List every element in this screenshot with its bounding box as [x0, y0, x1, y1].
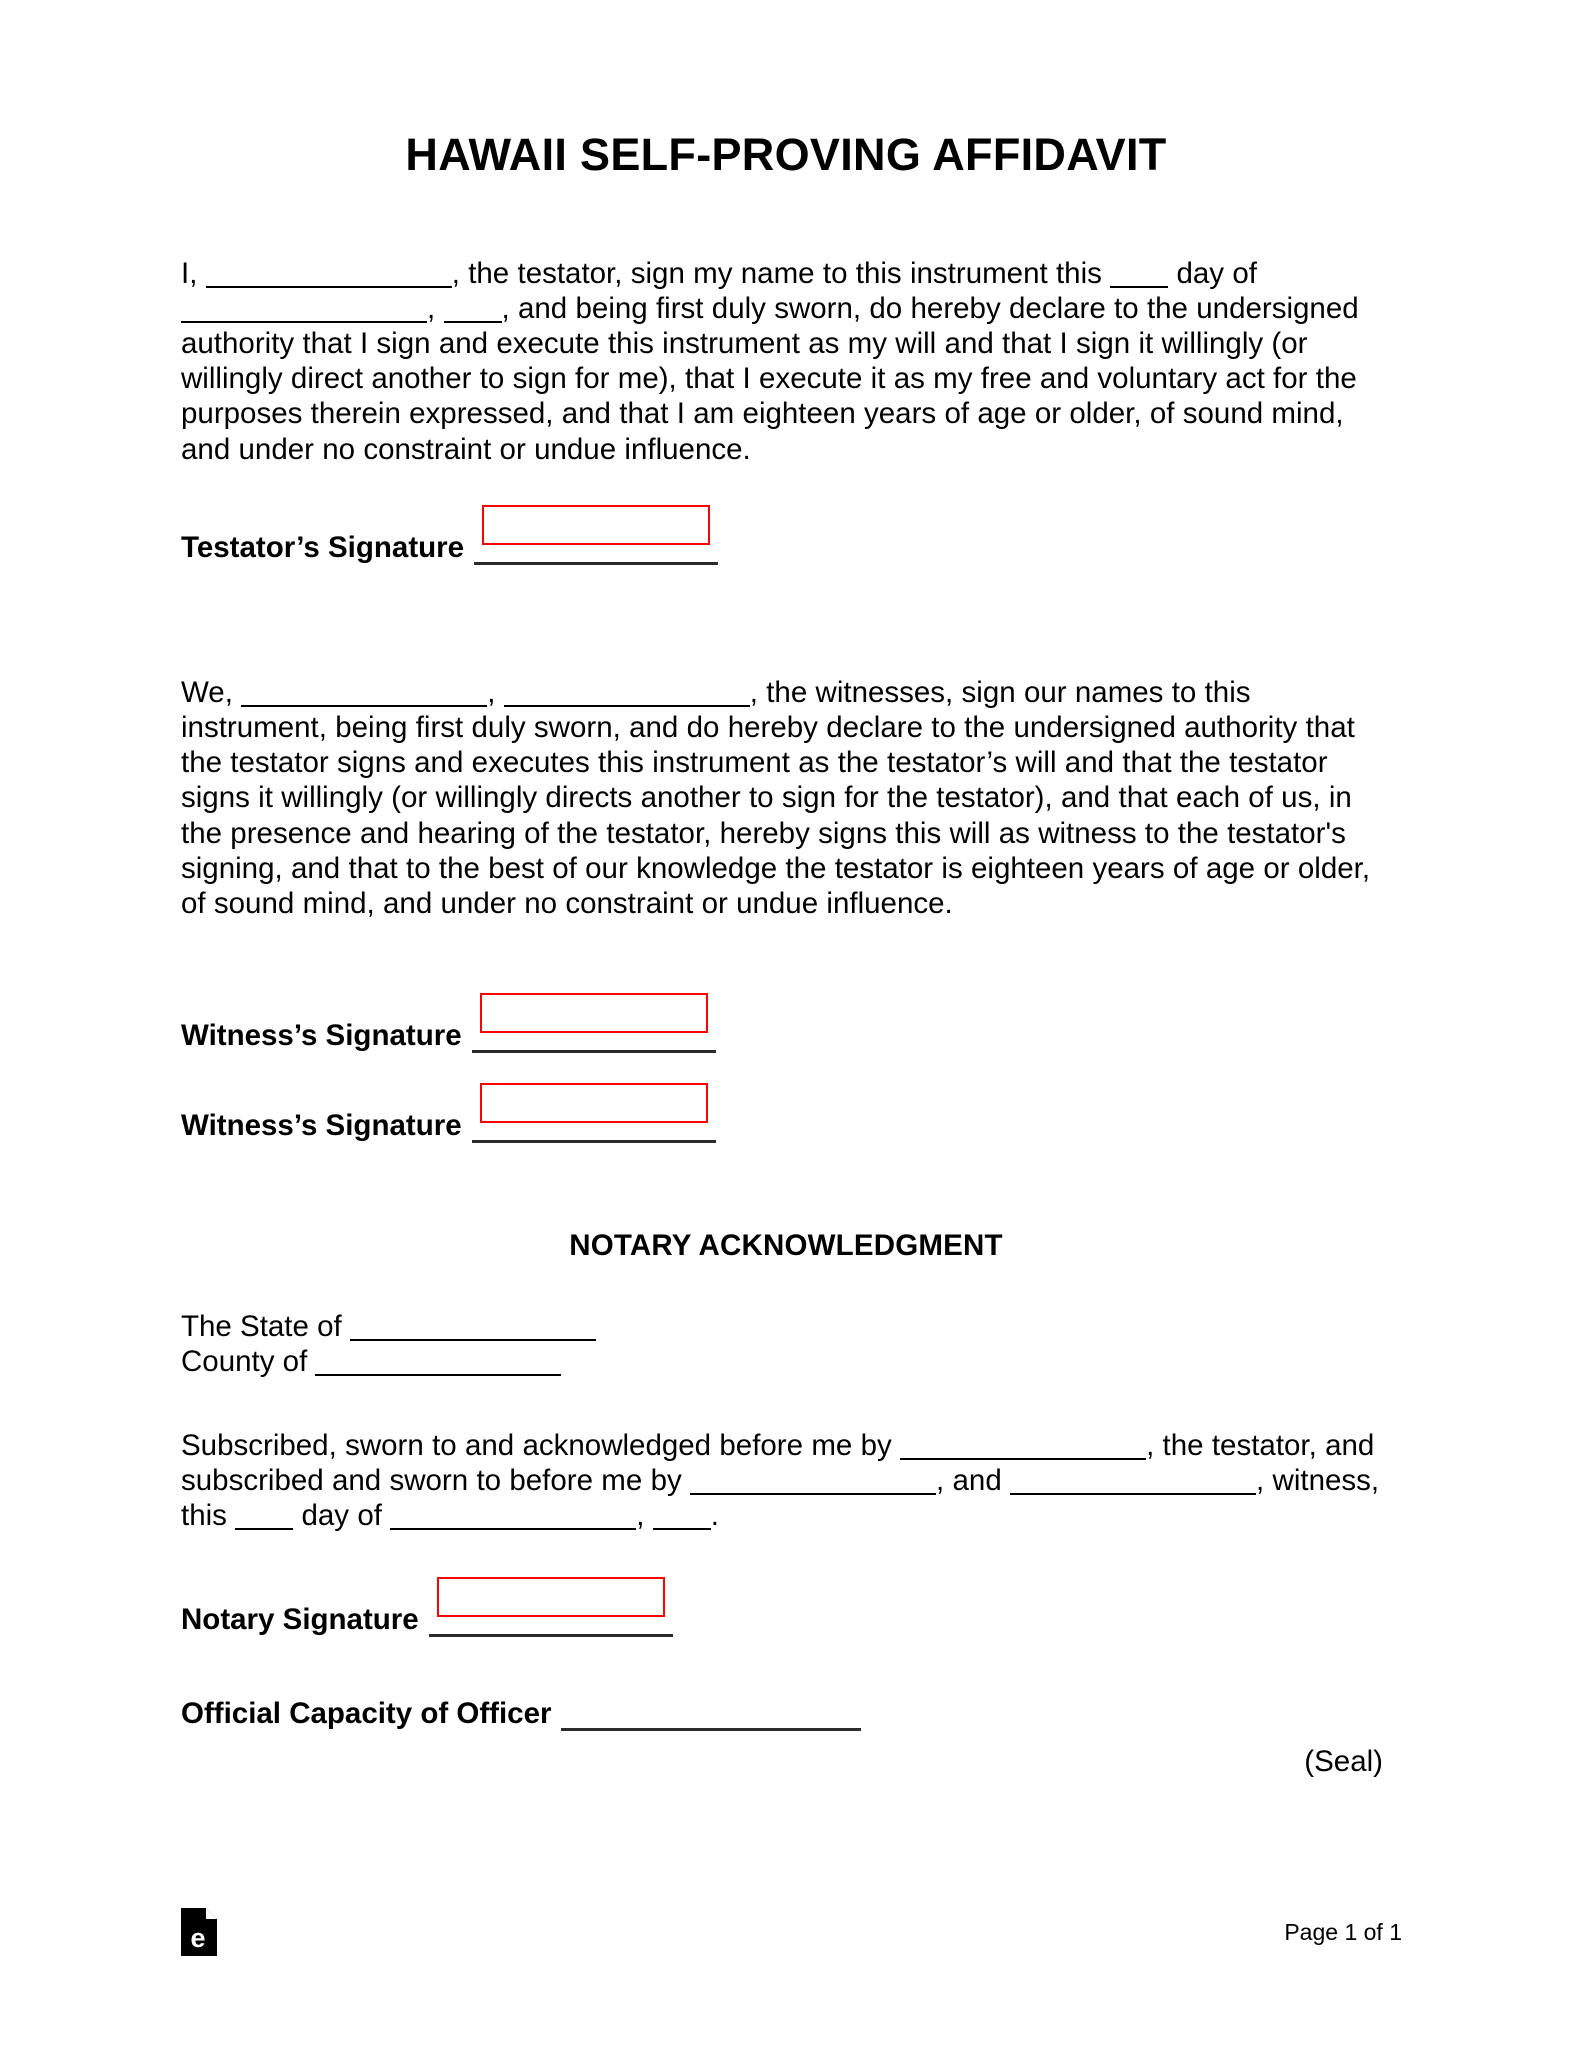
ack-witness-one-blank[interactable]	[690, 1465, 936, 1495]
testator-para-seg3: day of	[1168, 256, 1257, 290]
testator-day-blank[interactable]	[1110, 258, 1168, 288]
witness-signature-row-2	[181, 1109, 1391, 1145]
testator-para-seg2: , the testator, sign my name to this instrument this	[451, 256, 1111, 290]
ack-seg7: .	[710, 1498, 719, 1532]
testator-para-seg4: ,	[427, 291, 444, 325]
witness-para-seg2: ,	[487, 675, 504, 709]
testator-declaration-paragraph	[181, 256, 1391, 467]
notary-acknowledgment-paragraph	[181, 1428, 1391, 1534]
page-footer	[181, 1908, 1402, 1956]
testator-year-blank[interactable]	[444, 293, 502, 323]
ack-seg6: ,	[636, 1498, 653, 1532]
witness-signature-field-2[interactable]	[472, 1112, 716, 1145]
county-label: County of	[181, 1345, 316, 1379]
state-blank[interactable]	[350, 1311, 596, 1341]
official-capacity-label: Official Capacity of Officer	[181, 1697, 552, 1731]
testator-signature-label: Testator’s Signature	[181, 530, 465, 564]
notary-signature-box[interactable]	[437, 1577, 665, 1617]
testator-para-seg5: , and being first duly sworn, do hereby declare to the undersigned authority that I sign and execute this instrument as my will and that I sign it willingly (or willingly direct another to sign for me), that I execute it as my free and voluntary act for the purposes therein expressed, and that I am eighteen years of age or older, of sound mind, and under no constraint or undue influence.	[181, 291, 1359, 466]
eforms-logo-icon[interactable]	[181, 1908, 217, 1956]
ack-seg3: , and	[936, 1463, 1011, 1497]
testator-name-blank[interactable]	[206, 258, 452, 288]
official-capacity-row	[181, 1697, 1391, 1733]
ack-testator-name-blank[interactable]	[900, 1430, 1146, 1460]
svg-text:e: e	[190, 1923, 206, 1953]
county-line	[181, 1344, 1391, 1379]
ack-witness-two-blank[interactable]	[1010, 1465, 1256, 1495]
seal-label: (Seal)	[1304, 1745, 1383, 1779]
witness-declaration-paragraph	[181, 675, 1391, 921]
state-label: The State of	[181, 1310, 350, 1344]
witness-signature-box-1[interactable]	[480, 993, 708, 1033]
ack-seg1: Subscribed, sworn to and acknowledged before me by	[181, 1428, 901, 1462]
ack-day-blank[interactable]	[235, 1500, 293, 1530]
testator-signature-field[interactable]	[474, 534, 718, 567]
witness-two-name-blank[interactable]	[504, 677, 750, 707]
witness-signature-field-1[interactable]	[472, 1022, 716, 1055]
state-county-block	[181, 1309, 1391, 1379]
ack-seg5: day of	[293, 1498, 391, 1532]
testator-signature-box[interactable]	[482, 505, 710, 545]
testator-para-seg1: I,	[181, 256, 206, 290]
witness-signature-label-1: Witness’s Signature	[181, 1019, 462, 1053]
notary-signature-field[interactable]	[429, 1606, 673, 1639]
notary-signature-label: Notary Signature	[181, 1603, 419, 1637]
witness-signature-row-1	[181, 1019, 1391, 1055]
notary-acknowledgment-heading: NOTARY ACKNOWLEDGMENT	[569, 1229, 1003, 1263]
testator-month-blank[interactable]	[181, 293, 427, 323]
witness-one-name-blank[interactable]	[241, 677, 487, 707]
notary-signature-row	[181, 1603, 1391, 1639]
witness-signature-label-2: Witness’s Signature	[181, 1109, 462, 1143]
official-capacity-blank[interactable]	[561, 1700, 861, 1731]
witness-signature-box-2[interactable]	[480, 1083, 708, 1123]
ack-seg4: , witness, this	[181, 1463, 1380, 1532]
page-number: Page 1 of 1	[1284, 1918, 1402, 1945]
county-blank[interactable]	[315, 1346, 561, 1376]
ack-month-blank[interactable]	[390, 1500, 636, 1530]
state-line	[181, 1309, 1391, 1344]
witness-para-seg1: We,	[181, 675, 242, 709]
ack-year-blank[interactable]	[653, 1500, 711, 1530]
ack-seg2: , the testator, and subscribed and sworn to before me by	[181, 1428, 1375, 1497]
page-title: HAWAII SELF-PROVING AFFIDAVIT	[405, 129, 1167, 180]
document-content	[181, 0, 1391, 1779]
testator-signature-row	[181, 531, 1391, 567]
witness-para-seg3: , the witnesses, sign our names to this instrument, being first duly sworn, and do hereby declare to the undersigned authority that the testator signs and executes this instrument as the testator’s will and that the testator signs it willingly (or willingly directs another to sign for the testator), and that each of us, in the presence and hearing of the testator, hereby signs this will as witness to the testator's signing, and that to the best of our knowledge the testator is eighteen years of age or older, of sound mind, and under no constraint or undue influence.	[181, 675, 1371, 920]
